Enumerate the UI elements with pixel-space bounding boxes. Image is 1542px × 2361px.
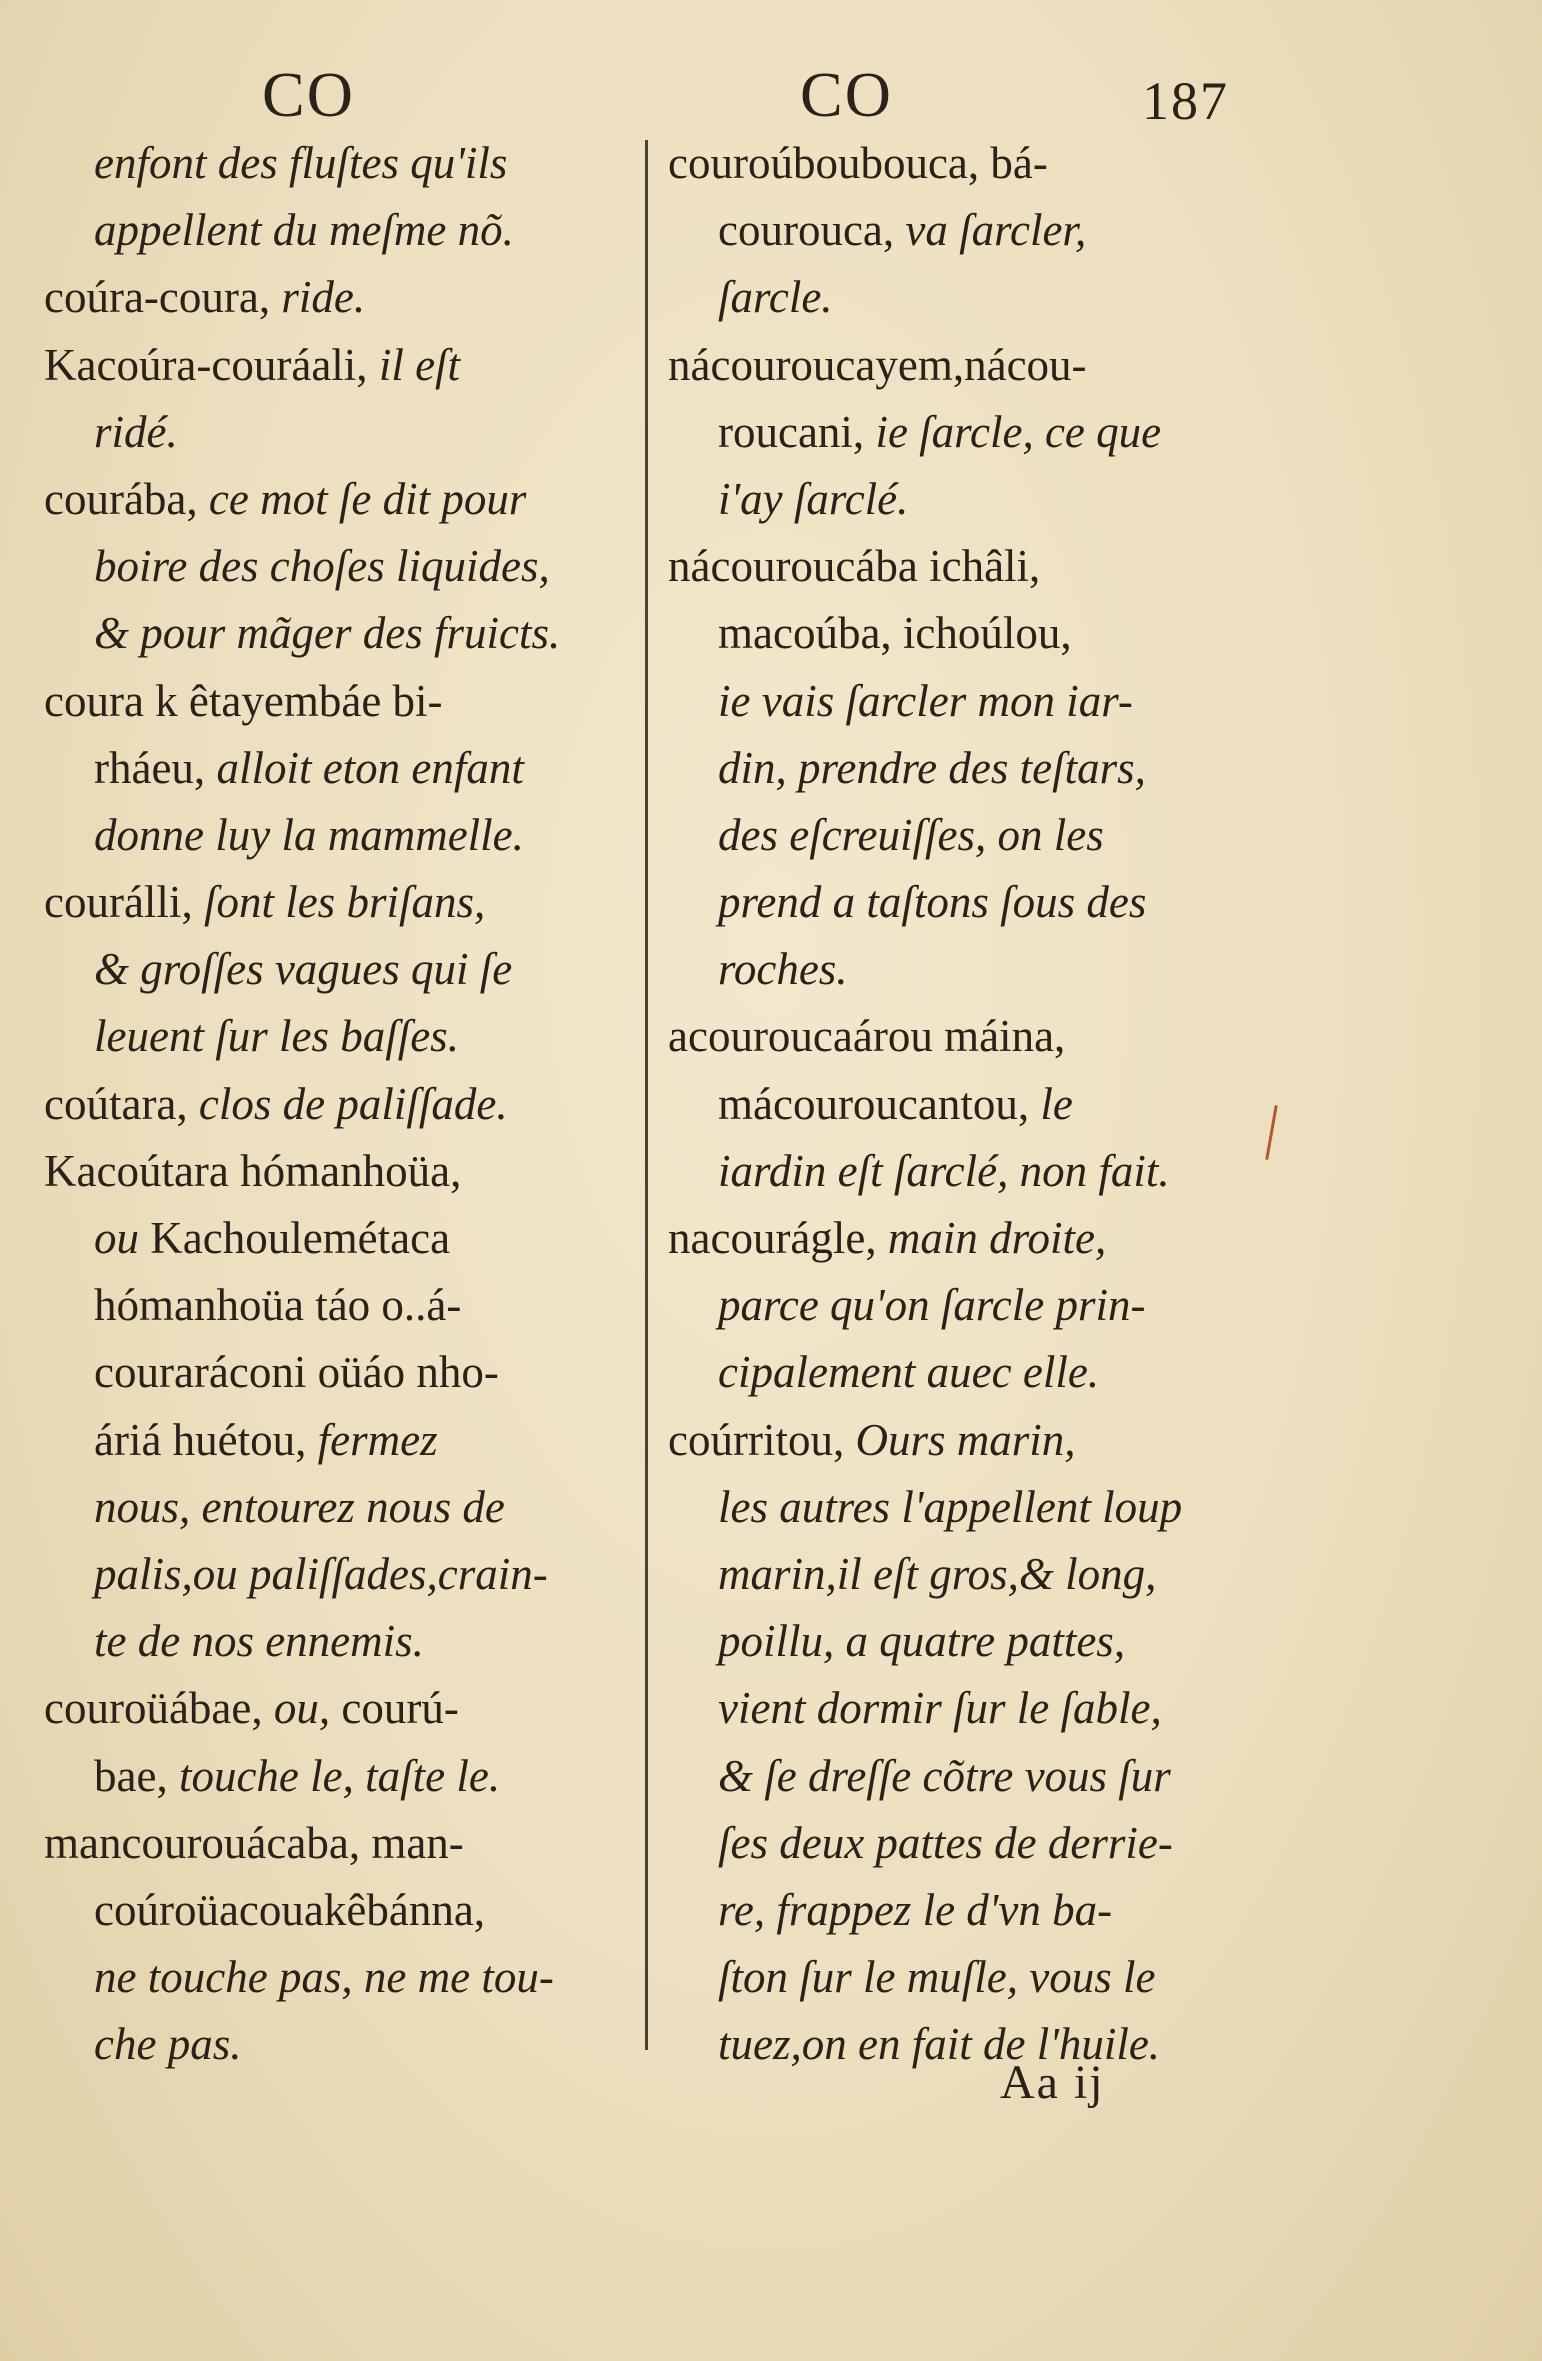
roman-text: rháeu, bbox=[94, 742, 217, 793]
roman-text: hómanhoüa táo o..á- bbox=[94, 1280, 462, 1331]
italic-text: ſont les briſans, bbox=[203, 877, 486, 928]
roman-text: couroüábae, bbox=[44, 1683, 274, 1734]
roman-text: courouca, bbox=[718, 205, 906, 256]
italic-text: des eſcreuiſſes, on les bbox=[718, 809, 1104, 860]
roman-text: coútara, bbox=[44, 1078, 199, 1129]
text-line bbox=[668, 332, 1268, 399]
text-line bbox=[668, 130, 1268, 197]
roman-text: couraráconi oüáo nho- bbox=[94, 1347, 499, 1398]
text-line bbox=[668, 600, 1268, 667]
text-line bbox=[44, 399, 634, 466]
italic-text: leuent ſur les baſſes. bbox=[94, 1011, 459, 1062]
roman-text: coura k êtayembáe bi- bbox=[44, 675, 443, 726]
roman-text: áriá huétou, bbox=[94, 1414, 318, 1465]
text-line bbox=[668, 1944, 1268, 2011]
page-number: 187 bbox=[1142, 71, 1229, 131]
text-line bbox=[668, 1138, 1268, 1205]
italic-text: touche le, taſte le. bbox=[178, 1750, 501, 1801]
text-line bbox=[668, 869, 1268, 936]
text-line bbox=[668, 735, 1268, 802]
italic-text: ie ſarcle, ce que bbox=[875, 406, 1162, 457]
italic-text: clos de paliſſade. bbox=[198, 1078, 508, 1129]
text-line bbox=[668, 1003, 1268, 1070]
text-line bbox=[44, 1675, 634, 1742]
left-column bbox=[44, 130, 634, 2078]
italic-text: les autres l'appellent loup bbox=[718, 1481, 1183, 1532]
italic-text: ride. bbox=[281, 272, 366, 323]
italic-text: fermez bbox=[317, 1414, 438, 1465]
italic-text: ſes deux pattes de derrie- bbox=[718, 1817, 1173, 1868]
roman-text: courálli, bbox=[44, 877, 204, 928]
italic-text: ou, bbox=[273, 1683, 342, 1734]
text-line bbox=[44, 332, 634, 399]
italic-text: ce mot ſe dit pour bbox=[208, 473, 527, 524]
text-line bbox=[44, 1608, 634, 1675]
text-line bbox=[668, 264, 1268, 331]
italic-text: appellent du meſme nõ. bbox=[94, 205, 514, 256]
text-line bbox=[668, 466, 1268, 533]
roman-text: macoúba, ichoúlou, bbox=[718, 608, 1072, 659]
italic-text: & groſſes vagues qui ſe bbox=[94, 944, 513, 995]
roman-text: courába, bbox=[44, 473, 209, 524]
italic-text: poillu, a quatre pattes, bbox=[718, 1616, 1126, 1667]
text-line bbox=[44, 264, 634, 331]
right-column bbox=[668, 130, 1268, 2078]
italic-text: che pas. bbox=[94, 2019, 242, 2070]
text-line bbox=[668, 1675, 1268, 1742]
italic-text: va ſarcler, bbox=[905, 205, 1087, 256]
right-running-head: CO bbox=[800, 59, 893, 130]
roman-text: mácouroucantou, bbox=[718, 1078, 1041, 1129]
roman-text: coúroüacouakêbánna, bbox=[94, 1884, 486, 1935]
italic-text: prend a taſtons ſous des bbox=[718, 877, 1147, 928]
italic-text: nous, entourez nous de bbox=[94, 1481, 505, 1532]
text-line bbox=[668, 197, 1268, 264]
text-line bbox=[668, 1810, 1268, 1877]
signature-mark: Aa ij bbox=[1000, 2056, 1105, 2109]
text-line bbox=[44, 1071, 634, 1138]
text-line bbox=[44, 1743, 634, 1810]
text-line bbox=[668, 1205, 1268, 1272]
text-line bbox=[44, 533, 634, 600]
text-line bbox=[44, 735, 634, 802]
text-line bbox=[44, 130, 634, 197]
italic-text: din, prendre des teſtars, bbox=[718, 742, 1146, 793]
italic-text: palis,ou paliſſades,crain- bbox=[94, 1548, 548, 1599]
roman-text: nacourágle, bbox=[668, 1213, 888, 1263]
text-line bbox=[44, 197, 634, 264]
text-line bbox=[44, 600, 634, 667]
italic-text: cipalement auec elle. bbox=[718, 1347, 1100, 1398]
italic-text: le bbox=[1040, 1078, 1073, 1129]
roman-text: bae, bbox=[94, 1750, 179, 1801]
text-line bbox=[668, 668, 1268, 735]
column-divider bbox=[645, 140, 648, 2050]
italic-text: alloit eton enfant bbox=[216, 742, 524, 793]
italic-text: ne touche pas, ne me tou- bbox=[94, 1952, 554, 2003]
text-line bbox=[44, 1205, 634, 1272]
italic-text: main droite, bbox=[887, 1213, 1107, 1263]
italic-text: donne luy la mammelle. bbox=[94, 809, 524, 860]
italic-text: roches. bbox=[718, 944, 848, 995]
text-line bbox=[44, 1877, 634, 1944]
italic-text: te de nos ennemis. bbox=[94, 1616, 424, 1667]
roman-text: nácouroucayem,nácou- bbox=[668, 339, 1087, 390]
roman-text: courú- bbox=[341, 1683, 459, 1734]
roman-text: Kacoútara hómanhoüa, bbox=[44, 1145, 462, 1196]
italic-text: iardin eſt ſarclé, non fait. bbox=[718, 1145, 1170, 1196]
text-line bbox=[44, 802, 634, 869]
text-line bbox=[44, 1407, 634, 1474]
italic-text: & pour mãger des fruicts. bbox=[94, 608, 561, 659]
italic-text: enfont des fluſtes qu'ils bbox=[94, 138, 508, 188]
text-line bbox=[668, 2011, 1268, 2078]
roman-text: coúra-coura, bbox=[44, 272, 282, 323]
italic-text: boire des choſes liquides, bbox=[94, 541, 550, 592]
roman-text: Kacoúra-couráali, bbox=[44, 339, 379, 390]
italic-text: Ours marin, bbox=[855, 1414, 1076, 1465]
italic-text: marin,il eſt gros,& long, bbox=[718, 1548, 1157, 1599]
italic-text: & ſe dreſſe cõtre vous ſur bbox=[718, 1750, 1171, 1801]
text-line bbox=[44, 466, 634, 533]
text-line bbox=[668, 1407, 1268, 1474]
italic-text: i'ay ſarclé. bbox=[718, 473, 909, 524]
italic-text: re, frappez le d'vn ba- bbox=[718, 1884, 1113, 1935]
text-line bbox=[668, 1608, 1268, 1675]
italic-text: ridé. bbox=[94, 406, 178, 457]
text-line bbox=[668, 1743, 1268, 1810]
text-line bbox=[44, 1339, 634, 1406]
roman-text: roucani, bbox=[718, 406, 876, 457]
text-line bbox=[44, 1474, 634, 1541]
text-line bbox=[668, 533, 1268, 600]
text-line bbox=[44, 1272, 634, 1339]
text-line bbox=[668, 1339, 1268, 1406]
text-line bbox=[44, 1003, 634, 1070]
italic-text: ou bbox=[94, 1213, 151, 1263]
italic-text: ie vais ſarcler mon iar- bbox=[718, 675, 1133, 726]
roman-text: mancourouácaba, man- bbox=[44, 1817, 464, 1868]
text-line bbox=[44, 2011, 634, 2078]
left-running-head: CO bbox=[262, 59, 355, 130]
text-line bbox=[668, 936, 1268, 1003]
roman-text: coúrritou, bbox=[668, 1414, 856, 1465]
text-line bbox=[668, 399, 1268, 466]
text-line bbox=[44, 1944, 634, 2011]
text-line bbox=[668, 1272, 1268, 1339]
text-line bbox=[44, 936, 634, 1003]
italic-text: vient dormir ſur le ſable, bbox=[718, 1683, 1162, 1734]
roman-text: Kachoulemétaca bbox=[150, 1213, 451, 1263]
text-line bbox=[668, 1474, 1268, 1541]
italic-text: ſarcle. bbox=[718, 272, 833, 323]
roman-text: couroúboubouca, bá- bbox=[668, 138, 1048, 188]
italic-text: ſton ſur le muſle, vous le bbox=[718, 1952, 1156, 2003]
italic-text: parce qu'on ſarcle prin- bbox=[718, 1280, 1146, 1331]
text-line bbox=[668, 1541, 1268, 1608]
text-line bbox=[668, 1071, 1268, 1138]
roman-text: acouroucaárou máina, bbox=[668, 1011, 1066, 1062]
roman-text: nácouroucába ichâli, bbox=[668, 541, 1041, 592]
text-line bbox=[44, 1541, 634, 1608]
italic-text: il eſt bbox=[378, 339, 461, 390]
text-line bbox=[44, 668, 634, 735]
text-line bbox=[668, 802, 1268, 869]
italic-text: tuez,on en fait de l'huile. bbox=[718, 2019, 1161, 2070]
text-line bbox=[44, 1138, 634, 1205]
text-line bbox=[44, 869, 634, 936]
text-line bbox=[44, 1810, 634, 1877]
text-line bbox=[668, 1877, 1268, 1944]
